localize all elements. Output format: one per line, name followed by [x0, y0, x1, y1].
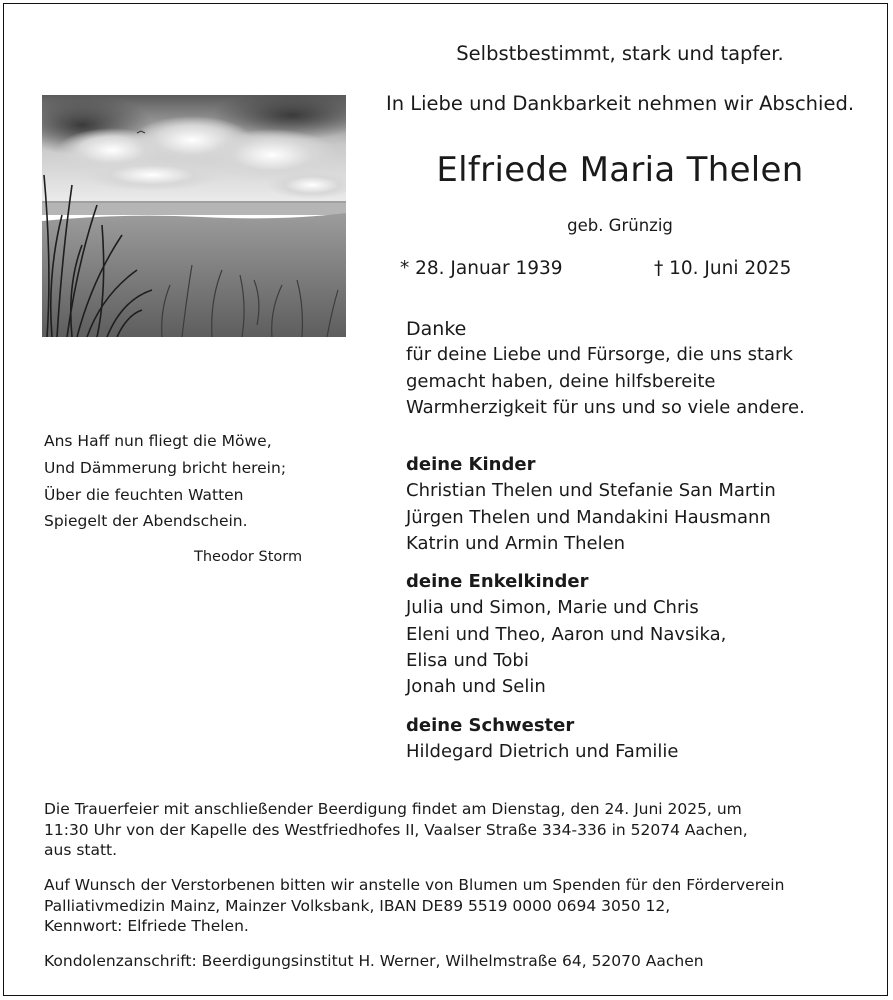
birth-date: * 28. Januar 1939 [400, 258, 563, 279]
family-member: Elisa und Tobi [406, 649, 529, 671]
poem-line: Und Dämmerung bricht herein; [44, 458, 287, 477]
birth-name: geb. Grünzig [567, 216, 673, 235]
family-member: Katrin und Armin Thelen [406, 532, 626, 554]
family-member: Eleni und Theo, Aaron und Navsika, [406, 623, 727, 645]
grandchildren-heading: deine Enkelkinder [406, 571, 589, 592]
thanks-heading: Danke [406, 318, 467, 340]
subline: In Liebe und Dankbarkeit nehmen wir Abschied. [385, 92, 855, 115]
thanks-line: Warmherzigkeit für uns und so viele andere. [406, 396, 805, 418]
donation-info [44, 875, 784, 937]
funeral-line: Die Trauerfeier mit anschließender Beerdigung findet am Dienstag, den 24. Juni 2025, um [44, 800, 742, 818]
family-member: Jürgen Thelen und Mandakini Hausmann [406, 506, 771, 528]
sister-group [406, 713, 678, 766]
sister-heading: deine Schwester [406, 715, 575, 736]
headline: Selbstbestimmt, stark und tapfer. [456, 42, 784, 65]
thanks-line: für deine Liebe und Fürsorge, die uns stark [406, 344, 793, 366]
poem-author: Theodor Storm [194, 549, 303, 565]
poem [44, 428, 286, 535]
children-group [406, 452, 776, 557]
family-member: Christian Thelen und Stefanie San Martin [406, 480, 776, 502]
grandchildren-group [406, 569, 726, 700]
poem-line: Ans Haff nun fliegt die Möwe, [44, 432, 272, 450]
beach-dune-photo [42, 95, 346, 337]
family-member: Hildegard Dietrich und Familie [406, 741, 679, 763]
family-member: Jonah und Selin [406, 676, 546, 698]
poem-line: Über die feuchten Watten [44, 485, 244, 504]
deceased-name: Elfriede Maria Thelen [436, 150, 804, 190]
thanks-block [406, 316, 805, 421]
donation-line: Auf Wunsch der Verstorbenen bitten wir anstelle von Blumen um Spenden für den Förderverein [44, 876, 785, 894]
donation-line: Kennwort: Elfriede Thelen. [44, 917, 249, 936]
funeral-info [44, 799, 748, 861]
funeral-line: 11:30 Uhr von der Kapelle des Westfriedhofes II, Vaalser Straße 334-336 in 52074 Aachen, [44, 820, 748, 839]
donation-line: Palliativmedizin Mainz, Mainzer Volksbank, IBAN DE89 5519 0000 0694 3050 12, [44, 896, 671, 915]
children-heading: deine Kinder [406, 454, 536, 475]
funeral-line: aus statt. [44, 841, 118, 860]
thanks-line: gemacht haben, deine hilfsbereite [406, 370, 716, 392]
death-date: † 10. Juni 2025 [654, 258, 792, 279]
poem-line: Spiegelt der Abendschein. [44, 512, 248, 531]
condolence-address: Kondolenzanschrift: Beerdigungsinstitut H. Werner, Wilhelmstraße 64, 52070 Aachen [44, 952, 704, 970]
family-member: Julia und Simon, Marie und Chris [406, 597, 699, 619]
